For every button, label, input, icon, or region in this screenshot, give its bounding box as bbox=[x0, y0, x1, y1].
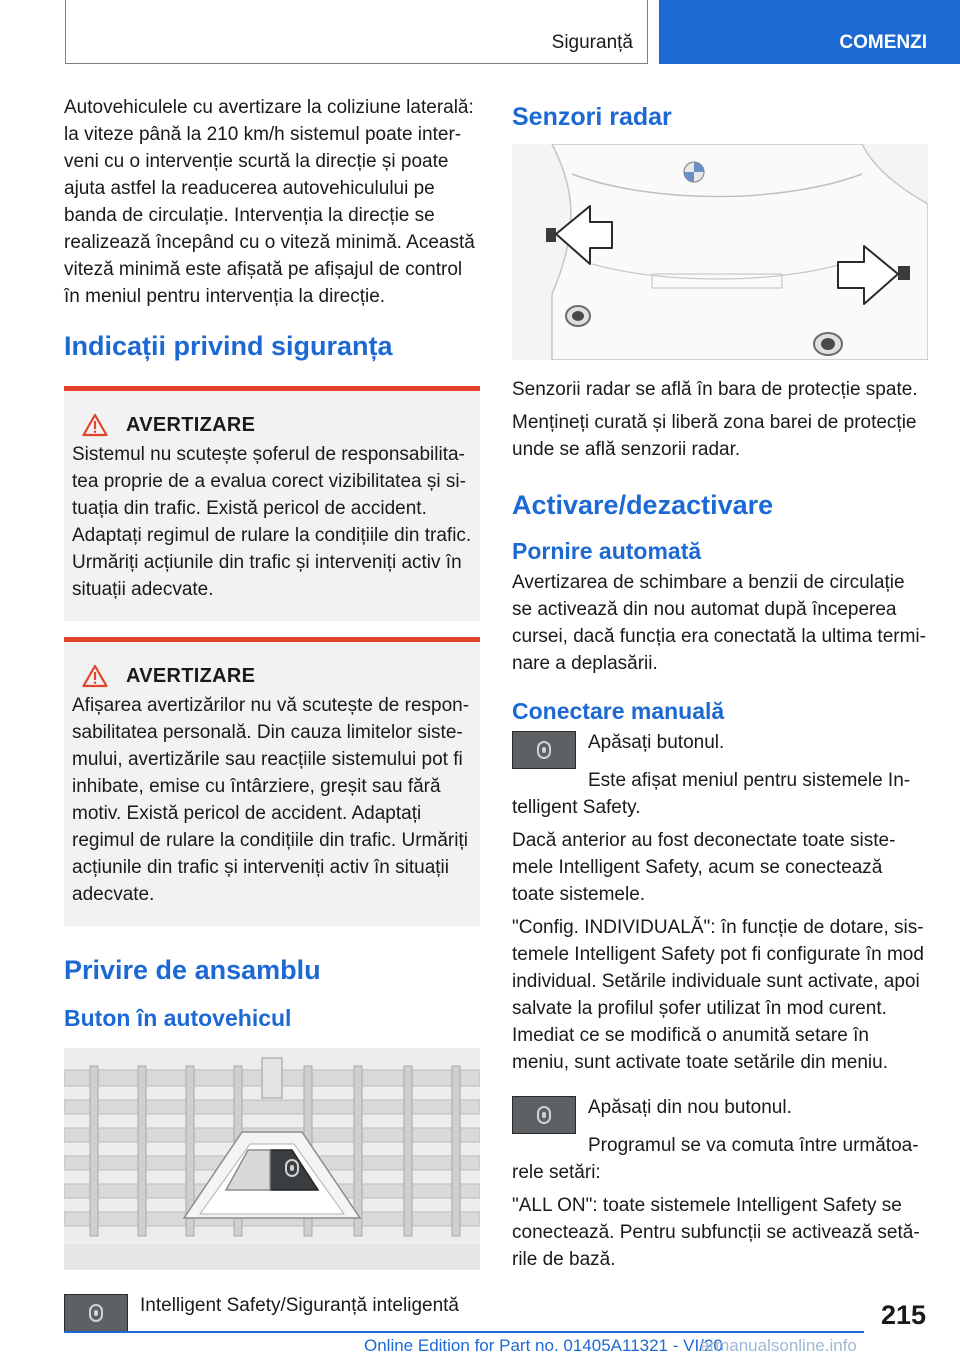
left-column bbox=[64, 94, 480, 1332]
safety-heading: Indicații privind siguranța bbox=[64, 331, 393, 361]
all-on-text: "ALL ON": toate sistemele Intelligent Safety se conectează. Pentru subfuncții se activează setările de bază. bbox=[512, 1195, 920, 1270]
activation-heading: Activare/dezactivare bbox=[512, 490, 774, 520]
rear-car-drawing bbox=[512, 144, 928, 360]
button-symbol-icon bbox=[537, 1106, 551, 1124]
grille-button-illustration bbox=[64, 1048, 480, 1270]
grille-drawing bbox=[64, 1048, 480, 1270]
button-symbol-icon bbox=[89, 1304, 103, 1322]
intro-paragraph: Autovehiculele cu avertizare la coliziune laterală: la viteze până la 210 km/h sistemul poate interveni cu o intervenție scurtă la direcție și poate ajuta astfel la readucerea autovehiculului pe banda de circulație. Intervenția la direcție se realizează începând cu o viteză minimă. Această viteză minimă este afișată pe afișajul de control în meniul pentru intervenția la direcție. bbox=[64, 97, 475, 307]
radar-heading: Senzori radar bbox=[512, 103, 672, 131]
auto-start-text: Avertizarea de schimbare a benzii de circulație se activează din nou automat după începerea cursei, dacă funcția era conectată la ultima terminare a deplasării. bbox=[512, 572, 926, 674]
manual-individual-text: "Config. INDIVIDUALĂ": în funcție de dotare, sistemele Intelligent Safety pot fi configurate în mod individual. Setările individuale sunt activate, apoi salvate la profilul șofer utilizat în mod curent. Imediat ce se modifică o anumită setare în meniu, sunt activate toate setările din meniu. bbox=[512, 917, 924, 1073]
warning-header bbox=[82, 664, 472, 688]
rear-bumper-illustration bbox=[512, 144, 928, 360]
auto-start-heading: Pornire automată bbox=[512, 538, 702, 564]
warning-header bbox=[82, 413, 472, 437]
button-caption-row bbox=[64, 1292, 480, 1332]
button-caption: Intelligent Safety/Siguranță inteligentă bbox=[140, 1295, 459, 1316]
button-in-car-heading: Buton în autovehicul bbox=[64, 1005, 292, 1031]
manual-connect-heading: Conectare manuală bbox=[512, 698, 725, 724]
warning-title: AVERTIZARE bbox=[126, 664, 256, 687]
intelligent-safety-button-icon[interactable] bbox=[512, 731, 576, 769]
press-again-text: Apăsați din nou butonul. bbox=[588, 1097, 792, 1118]
manual-press-row bbox=[512, 729, 928, 769]
radar-care-text: Mențineți curată și liberă zona barei de protecție unde se află senzorii radar. bbox=[512, 412, 917, 460]
header-section-box bbox=[65, 0, 648, 64]
intelligent-safety-button-icon[interactable] bbox=[512, 1096, 576, 1134]
manual-press-text: Apăsați butonul. bbox=[588, 732, 725, 753]
warning-text: Afișarea avertizărilor nu vă scutește de responsabilitatea personală. Din cauza limitelor sistemului, avertizările sau reacțiile sistemului pot fi inhibate, emise cu întârziere, greșit sau fără motiv. Există pericol de accident. Adaptați regimul de rulare la condițiile din trafic. Urmăriți acțiunile din trafic și interveniți activ în situații adecvate. bbox=[72, 695, 470, 905]
header-section-title: Siguranță bbox=[551, 32, 633, 53]
warning-box-1 bbox=[64, 386, 480, 621]
button-symbol-icon bbox=[537, 741, 551, 759]
intelligent-safety-button-icon[interactable] bbox=[64, 1294, 128, 1332]
manual-all-on-text: Dacă anterior au fost deconectate toate sistemele Intelligent Safety, acum se conectează toate sistemele. bbox=[512, 830, 896, 905]
watermark-text: armanualsonline.info bbox=[700, 1336, 857, 1355]
page-number: 215 bbox=[880, 1300, 926, 1330]
warning-triangle-icon bbox=[82, 413, 108, 437]
edition-text: Online Edition for Part no. 01405A11321 - VI/20 bbox=[364, 1336, 723, 1355]
footer-divider bbox=[64, 1331, 864, 1333]
warning-triangle-icon bbox=[82, 664, 108, 688]
radar-location-text: Senzorii radar se află în bara de protecție spate. bbox=[512, 379, 918, 400]
header-tab-comenzi[interactable] bbox=[659, 0, 960, 64]
header-tab-label: COMENZI bbox=[839, 32, 927, 53]
right-column bbox=[512, 94, 928, 1279]
warning-box-2 bbox=[64, 637, 480, 926]
warning-title: AVERTIZARE bbox=[126, 413, 256, 436]
press-again-row bbox=[512, 1094, 928, 1134]
toggle-text: Programul se va comuta între următoarele setări: bbox=[512, 1135, 919, 1183]
manual-menu-text: Este afișat meniul pentru sistemele Intelligent Safety. bbox=[512, 770, 911, 818]
overview-heading: Privire de ansamblu bbox=[64, 955, 321, 985]
warning-text: Sistemul nu scutește șoferul de responsabilitatea proprie de a evalua corect vizibilitatea și situația din trafic. Există pericol de accident. Adaptați regimul de rulare la condițiile din trafic. Urmăriți acțiunile din trafic și interveniți activ în situații adecvate. bbox=[72, 444, 472, 600]
